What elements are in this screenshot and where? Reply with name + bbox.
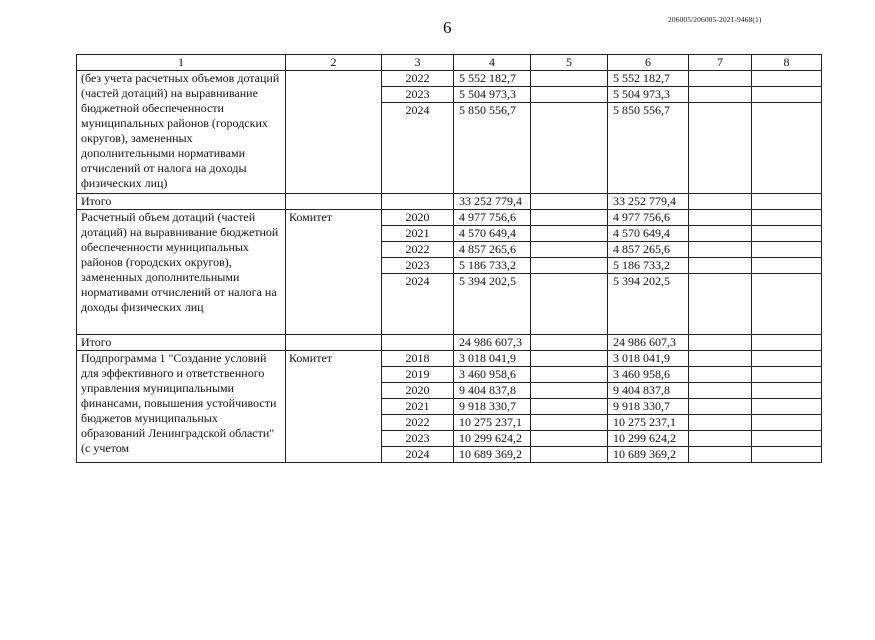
year-cell: 2024: [382, 274, 454, 335]
row-description: Расчетный объем дотаций (частей дотаций) на выравнивание бюджетной обеспеченности муниципальных районов (городских округов), замененных дополнительными нормативами отчислений от налога на доходы физических лиц: [77, 210, 286, 335]
total-row: [77, 335, 822, 351]
total-col5: [531, 335, 608, 351]
year-cell: 2023: [382, 87, 454, 103]
value-col5: [531, 103, 608, 194]
value-col7: [689, 71, 752, 87]
year-cell: 2022: [382, 71, 454, 87]
value-col6: 5 186 733,2: [608, 258, 689, 274]
value-col6: 9 918 330,7: [608, 399, 689, 415]
value-col5: [531, 210, 608, 226]
value-col6: 3 018 041,9: [608, 351, 689, 367]
total-year: [382, 335, 454, 351]
row-executor: Комитет: [286, 351, 382, 463]
value-col4: 9 404 837,8: [454, 383, 531, 399]
header-cell: 4: [454, 55, 531, 71]
value-col4: 4 570 649,4: [454, 226, 531, 242]
value-col5: [531, 274, 608, 335]
value-col5: [531, 367, 608, 383]
value-col8: [752, 447, 822, 463]
page-number: 6: [443, 18, 452, 37]
value-col4: 5 186 733,2: [454, 258, 531, 274]
total-col4: 33 252 779,4: [454, 194, 531, 210]
value-col8: [752, 274, 822, 335]
value-col8: [752, 367, 822, 383]
value-col4: 10 275 237,1: [454, 415, 531, 431]
total-executor: [286, 194, 382, 210]
value-col7: [689, 367, 752, 383]
value-col6: 10 689 369,2: [608, 447, 689, 463]
value-col5: [531, 431, 608, 447]
total-row: [77, 194, 822, 210]
value-col6: 5 850 556,7: [608, 103, 689, 194]
value-col7: [689, 226, 752, 242]
value-col6: 5 394 202,5: [608, 274, 689, 335]
total-col6: 24 986 607,3: [608, 335, 689, 351]
year-cell: 2024: [382, 447, 454, 463]
row-description: (без учета расчетных объемов дотаций (частей дотаций) на выравнивание бюджетной обеспеченности муниципальных районов (городских округов), замененных дополнительными нормативами отчислений от налога на доходы физических лиц): [77, 71, 286, 194]
value-col7: [689, 258, 752, 274]
row-description: Подпрограмма 1 "Создание условий для эффективного и ответственного управления муниципальными финансами, повышения устойчивости бюджетов муниципальных образований Ленинградской области" (с учетом: [77, 351, 286, 463]
total-executor: [286, 335, 382, 351]
year-cell: 2022: [382, 415, 454, 431]
total-col4: 24 986 607,3: [454, 335, 531, 351]
value-col7: [689, 399, 752, 415]
value-col5: [531, 258, 608, 274]
value-col7: [689, 210, 752, 226]
value-col5: [531, 447, 608, 463]
value-col8: [752, 103, 822, 194]
value-col4: 3 460 958,6: [454, 367, 531, 383]
value-col5: [531, 71, 608, 87]
value-col4: 3 018 041,9: [454, 351, 531, 367]
value-col5: [531, 87, 608, 103]
value-col6: 4 570 649,4: [608, 226, 689, 242]
row-executor: Комитет: [286, 210, 382, 335]
total-label: Итого: [77, 194, 286, 210]
value-col8: [752, 226, 822, 242]
total-year: [382, 194, 454, 210]
value-col8: [752, 258, 822, 274]
value-col7: [689, 447, 752, 463]
total-col8: [752, 335, 822, 351]
year-cell: 2023: [382, 258, 454, 274]
value-col8: [752, 431, 822, 447]
value-col5: [531, 383, 608, 399]
value-col7: [689, 431, 752, 447]
value-col6: 4 857 265,6: [608, 242, 689, 258]
value-col4: 5 552 182,7: [454, 71, 531, 87]
value-col4: 9 918 330,7: [454, 399, 531, 415]
value-col6: 10 275 237,1: [608, 415, 689, 431]
value-col4: 10 689 369,2: [454, 447, 531, 463]
document-id: 206005/206005-2021-9468(1): [668, 15, 762, 24]
table-row: [77, 351, 822, 367]
year-cell: 2020: [382, 210, 454, 226]
value-col8: [752, 87, 822, 103]
budget-table: [76, 54, 822, 463]
value-col6: 5 552 182,7: [608, 71, 689, 87]
year-cell: 2024: [382, 103, 454, 194]
total-col7: [689, 335, 752, 351]
value-col6: 10 299 624,2: [608, 431, 689, 447]
total-col6: 33 252 779,4: [608, 194, 689, 210]
header-cell: 1: [77, 55, 286, 71]
header-cell: 8: [752, 55, 822, 71]
value-col4: 4 857 265,6: [454, 242, 531, 258]
value-col8: [752, 242, 822, 258]
value-col6: 3 460 958,6: [608, 367, 689, 383]
value-col7: [689, 242, 752, 258]
value-col7: [689, 103, 752, 194]
value-col5: [531, 399, 608, 415]
value-col8: [752, 210, 822, 226]
value-col7: [689, 87, 752, 103]
header-cell: 5: [531, 55, 608, 71]
value-col6: 5 504 973,3: [608, 87, 689, 103]
value-col8: [752, 71, 822, 87]
year-cell: 2020: [382, 383, 454, 399]
table-row: [77, 71, 822, 87]
year-cell: 2021: [382, 226, 454, 242]
header-row: [77, 55, 822, 71]
header-cell: 6: [608, 55, 689, 71]
year-cell: 2023: [382, 431, 454, 447]
row-executor: [286, 71, 382, 194]
header-cell: 3: [382, 55, 454, 71]
table-row: [77, 210, 822, 226]
header-cell: 7: [689, 55, 752, 71]
value-col7: [689, 274, 752, 335]
value-col8: [752, 383, 822, 399]
value-col6: 9 404 837,8: [608, 383, 689, 399]
value-col4: 10 299 624,2: [454, 431, 531, 447]
value-col7: [689, 351, 752, 367]
value-col4: 4 977 756,6: [454, 210, 531, 226]
value-col7: [689, 415, 752, 431]
value-col4: 5 504 973,3: [454, 87, 531, 103]
value-col4: 5 394 202,5: [454, 274, 531, 335]
value-col5: [531, 226, 608, 242]
year-cell: 2019: [382, 367, 454, 383]
value-col6: 4 977 756,6: [608, 210, 689, 226]
value-col5: [531, 415, 608, 431]
value-col8: [752, 399, 822, 415]
total-col5: [531, 194, 608, 210]
total-col8: [752, 194, 822, 210]
header-cell: 2: [286, 55, 382, 71]
value-col4: 5 850 556,7: [454, 103, 531, 194]
value-col8: [752, 415, 822, 431]
value-col7: [689, 383, 752, 399]
value-col5: [531, 242, 608, 258]
year-cell: 2021: [382, 399, 454, 415]
total-col7: [689, 194, 752, 210]
year-cell: 2018: [382, 351, 454, 367]
value-col5: [531, 351, 608, 367]
total-label: Итого: [77, 335, 286, 351]
year-cell: 2022: [382, 242, 454, 258]
value-col8: [752, 351, 822, 367]
